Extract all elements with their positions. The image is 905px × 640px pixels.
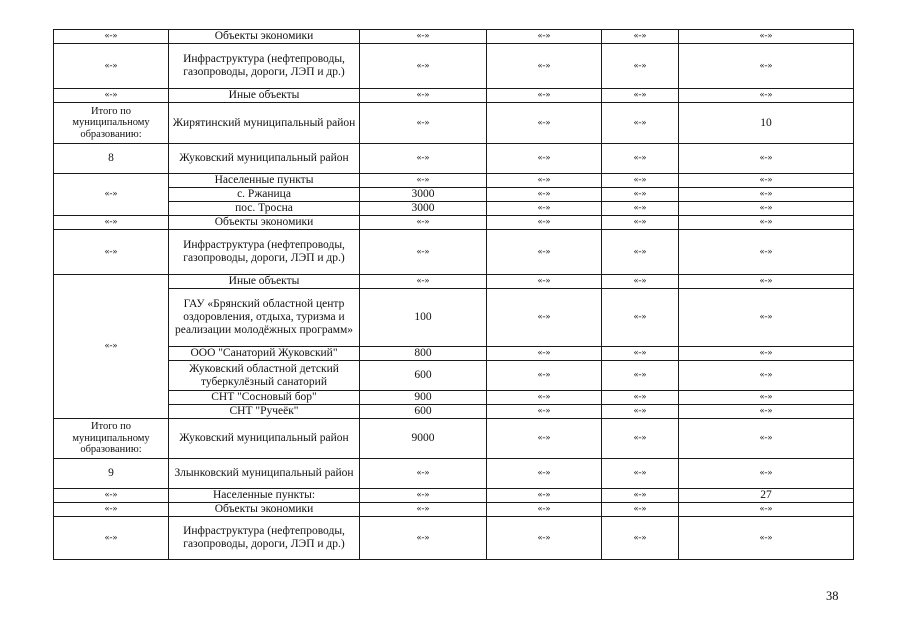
value-cell: «-» (602, 174, 679, 188)
table-row (54, 103, 854, 144)
value-cell: «-» (602, 489, 679, 503)
value-cell: «-» (360, 103, 487, 144)
value-cell: 9000 (360, 419, 487, 459)
value-cell: «-» (602, 419, 679, 459)
table-row (54, 89, 854, 103)
object-name-cell: Населенные пункты (169, 174, 360, 188)
table-row (54, 517, 854, 560)
table-row (54, 361, 854, 391)
value-cell: 3000 (360, 202, 487, 216)
table-row (54, 289, 854, 347)
value-cell: «-» (679, 89, 854, 103)
value-cell: «-» (360, 459, 487, 489)
value-cell: «-» (602, 216, 679, 230)
value-cell: «-» (602, 503, 679, 517)
value-cell: «-» (487, 459, 602, 489)
value-cell: «-» (679, 30, 854, 44)
value-cell: «-» (487, 503, 602, 517)
value-cell: «-» (602, 103, 679, 144)
value-cell: «-» (679, 503, 854, 517)
row-number-cell: «-» (54, 216, 169, 230)
row-number-cell: 9 (54, 459, 169, 489)
value-cell: «-» (487, 275, 602, 289)
total-label-cell: Итого по муниципальному образованию: (54, 419, 169, 459)
value-cell: «-» (360, 489, 487, 503)
object-name-cell: ГАУ «Брянский областной центр оздоровления, отдыха, туризма и реализации молодёжных программ» (169, 289, 360, 347)
value-cell: «-» (487, 216, 602, 230)
value-cell: «-» (487, 144, 602, 174)
object-name-cell: Иные объекты (169, 275, 360, 289)
value-cell: «-» (360, 216, 487, 230)
row-number-cell: «-» (54, 230, 169, 275)
table-row (54, 405, 854, 419)
value-cell: «-» (679, 202, 854, 216)
value-cell: «-» (487, 174, 602, 188)
page-number: 38 (826, 589, 839, 603)
object-name-cell: пос. Тросна (169, 202, 360, 216)
value-cell: «-» (679, 144, 854, 174)
value-cell: «-» (487, 361, 602, 391)
value-cell: «-» (487, 347, 602, 361)
object-name-cell: Жуковский областной детский туберкулёзный санаторий (169, 361, 360, 391)
value-cell: «-» (360, 517, 487, 560)
row-number-cell: «-» (54, 89, 169, 103)
value-cell: 600 (360, 405, 487, 419)
table-row (54, 188, 854, 202)
object-name-cell: СНТ "Сосновый бор" (169, 391, 360, 405)
value-cell: «-» (679, 405, 854, 419)
value-cell: «-» (487, 517, 602, 560)
table-row (54, 347, 854, 361)
value-cell: «-» (602, 405, 679, 419)
table-row (54, 30, 854, 44)
value-cell: «-» (360, 230, 487, 275)
value-cell: «-» (360, 275, 487, 289)
value-cell: «-» (602, 44, 679, 89)
value-cell: 900 (360, 391, 487, 405)
row-number-cell: «-» (54, 489, 169, 503)
value-cell: 3000 (360, 188, 487, 202)
value-cell: «-» (679, 419, 854, 459)
row-number-cell: 8 (54, 144, 169, 174)
value-cell: «-» (487, 202, 602, 216)
value-cell: «-» (487, 405, 602, 419)
data-table (53, 29, 854, 560)
row-number-cell: «-» (54, 30, 169, 44)
table-row (54, 419, 854, 459)
value-cell: «-» (679, 459, 854, 489)
table-row (54, 275, 854, 289)
value-cell: «-» (487, 103, 602, 144)
value-cell: «-» (679, 275, 854, 289)
value-cell: «-» (602, 289, 679, 347)
district-name-cell: Злынковский муниципальный район (169, 459, 360, 489)
value-cell: «-» (679, 517, 854, 560)
value-cell: «-» (679, 230, 854, 275)
district-name-cell: Жирятинский муниципальный район (169, 103, 360, 144)
total-label-cell: Итого по муниципальному образованию: (54, 103, 169, 144)
object-name-cell: Населенные пункты: (169, 489, 360, 503)
value-cell: 27 (679, 489, 854, 503)
value-cell: «-» (360, 30, 487, 44)
row-number-cell: «-» (54, 517, 169, 560)
value-cell: «-» (360, 44, 487, 89)
object-name-cell: Инфраструктура (нефтепроводы, газопроводы, дороги, ЛЭП и др.) (169, 230, 360, 275)
district-name-cell: Жуковский муниципальный район (169, 144, 360, 174)
value-cell: 10 (679, 103, 854, 144)
row-number-cell: «-» (54, 174, 169, 216)
value-cell: «-» (487, 44, 602, 89)
value-cell: «-» (602, 391, 679, 405)
value-cell: «-» (360, 89, 487, 103)
value-cell: 100 (360, 289, 487, 347)
object-name-cell: Иные объекты (169, 89, 360, 103)
value-cell: «-» (602, 361, 679, 391)
value-cell: «-» (487, 289, 602, 347)
table-row (54, 489, 854, 503)
value-cell: «-» (487, 230, 602, 275)
value-cell: 800 (360, 347, 487, 361)
object-name-cell: Инфраструктура (нефтепроводы, газопроводы, дороги, ЛЭП и др.) (169, 517, 360, 560)
value-cell: «-» (602, 30, 679, 44)
table-row (54, 459, 854, 489)
value-cell: «-» (602, 89, 679, 103)
value-cell: «-» (602, 188, 679, 202)
value-cell: «-» (360, 144, 487, 174)
value-cell: «-» (679, 174, 854, 188)
value-cell: «-» (487, 89, 602, 103)
district-name-cell: Жуковский муниципальный район (169, 419, 360, 459)
value-cell: «-» (487, 391, 602, 405)
value-cell: «-» (602, 459, 679, 489)
object-name-cell: Инфраструктура (нефтепроводы, газопроводы, дороги, ЛЭП и др.) (169, 44, 360, 89)
value-cell: «-» (602, 347, 679, 361)
value-cell: «-» (487, 489, 602, 503)
value-cell: «-» (602, 202, 679, 216)
value-cell: «-» (602, 275, 679, 289)
table-row (54, 174, 854, 188)
object-name-cell: СНТ "Ручеёк" (169, 405, 360, 419)
value-cell: «-» (487, 30, 602, 44)
row-number-cell: «-» (54, 503, 169, 517)
object-name-cell: с. Ржаница (169, 188, 360, 202)
value-cell: «-» (602, 144, 679, 174)
object-name-cell: ООО "Санаторий Жуковский" (169, 347, 360, 361)
table-row (54, 230, 854, 275)
value-cell: «-» (602, 517, 679, 560)
value-cell: «-» (679, 347, 854, 361)
value-cell: «-» (679, 216, 854, 230)
table-row (54, 391, 854, 405)
value-cell: «-» (679, 361, 854, 391)
table-row (54, 202, 854, 216)
value-cell: «-» (487, 419, 602, 459)
value-cell: «-» (602, 230, 679, 275)
value-cell: «-» (679, 188, 854, 202)
table-row (54, 44, 854, 89)
object-name-cell: Объекты экономики (169, 503, 360, 517)
value-cell: «-» (360, 503, 487, 517)
row-number-cell: «-» (54, 275, 169, 419)
value-cell: «-» (679, 391, 854, 405)
value-cell: «-» (360, 174, 487, 188)
object-name-cell: Объекты экономики (169, 30, 360, 44)
value-cell: «-» (487, 188, 602, 202)
value-cell: «-» (679, 44, 854, 89)
row-number-cell: «-» (54, 44, 169, 89)
object-name-cell: Объекты экономики (169, 216, 360, 230)
table-row (54, 216, 854, 230)
table-row (54, 144, 854, 174)
value-cell: «-» (679, 289, 854, 347)
table-row (54, 503, 854, 517)
value-cell: 600 (360, 361, 487, 391)
